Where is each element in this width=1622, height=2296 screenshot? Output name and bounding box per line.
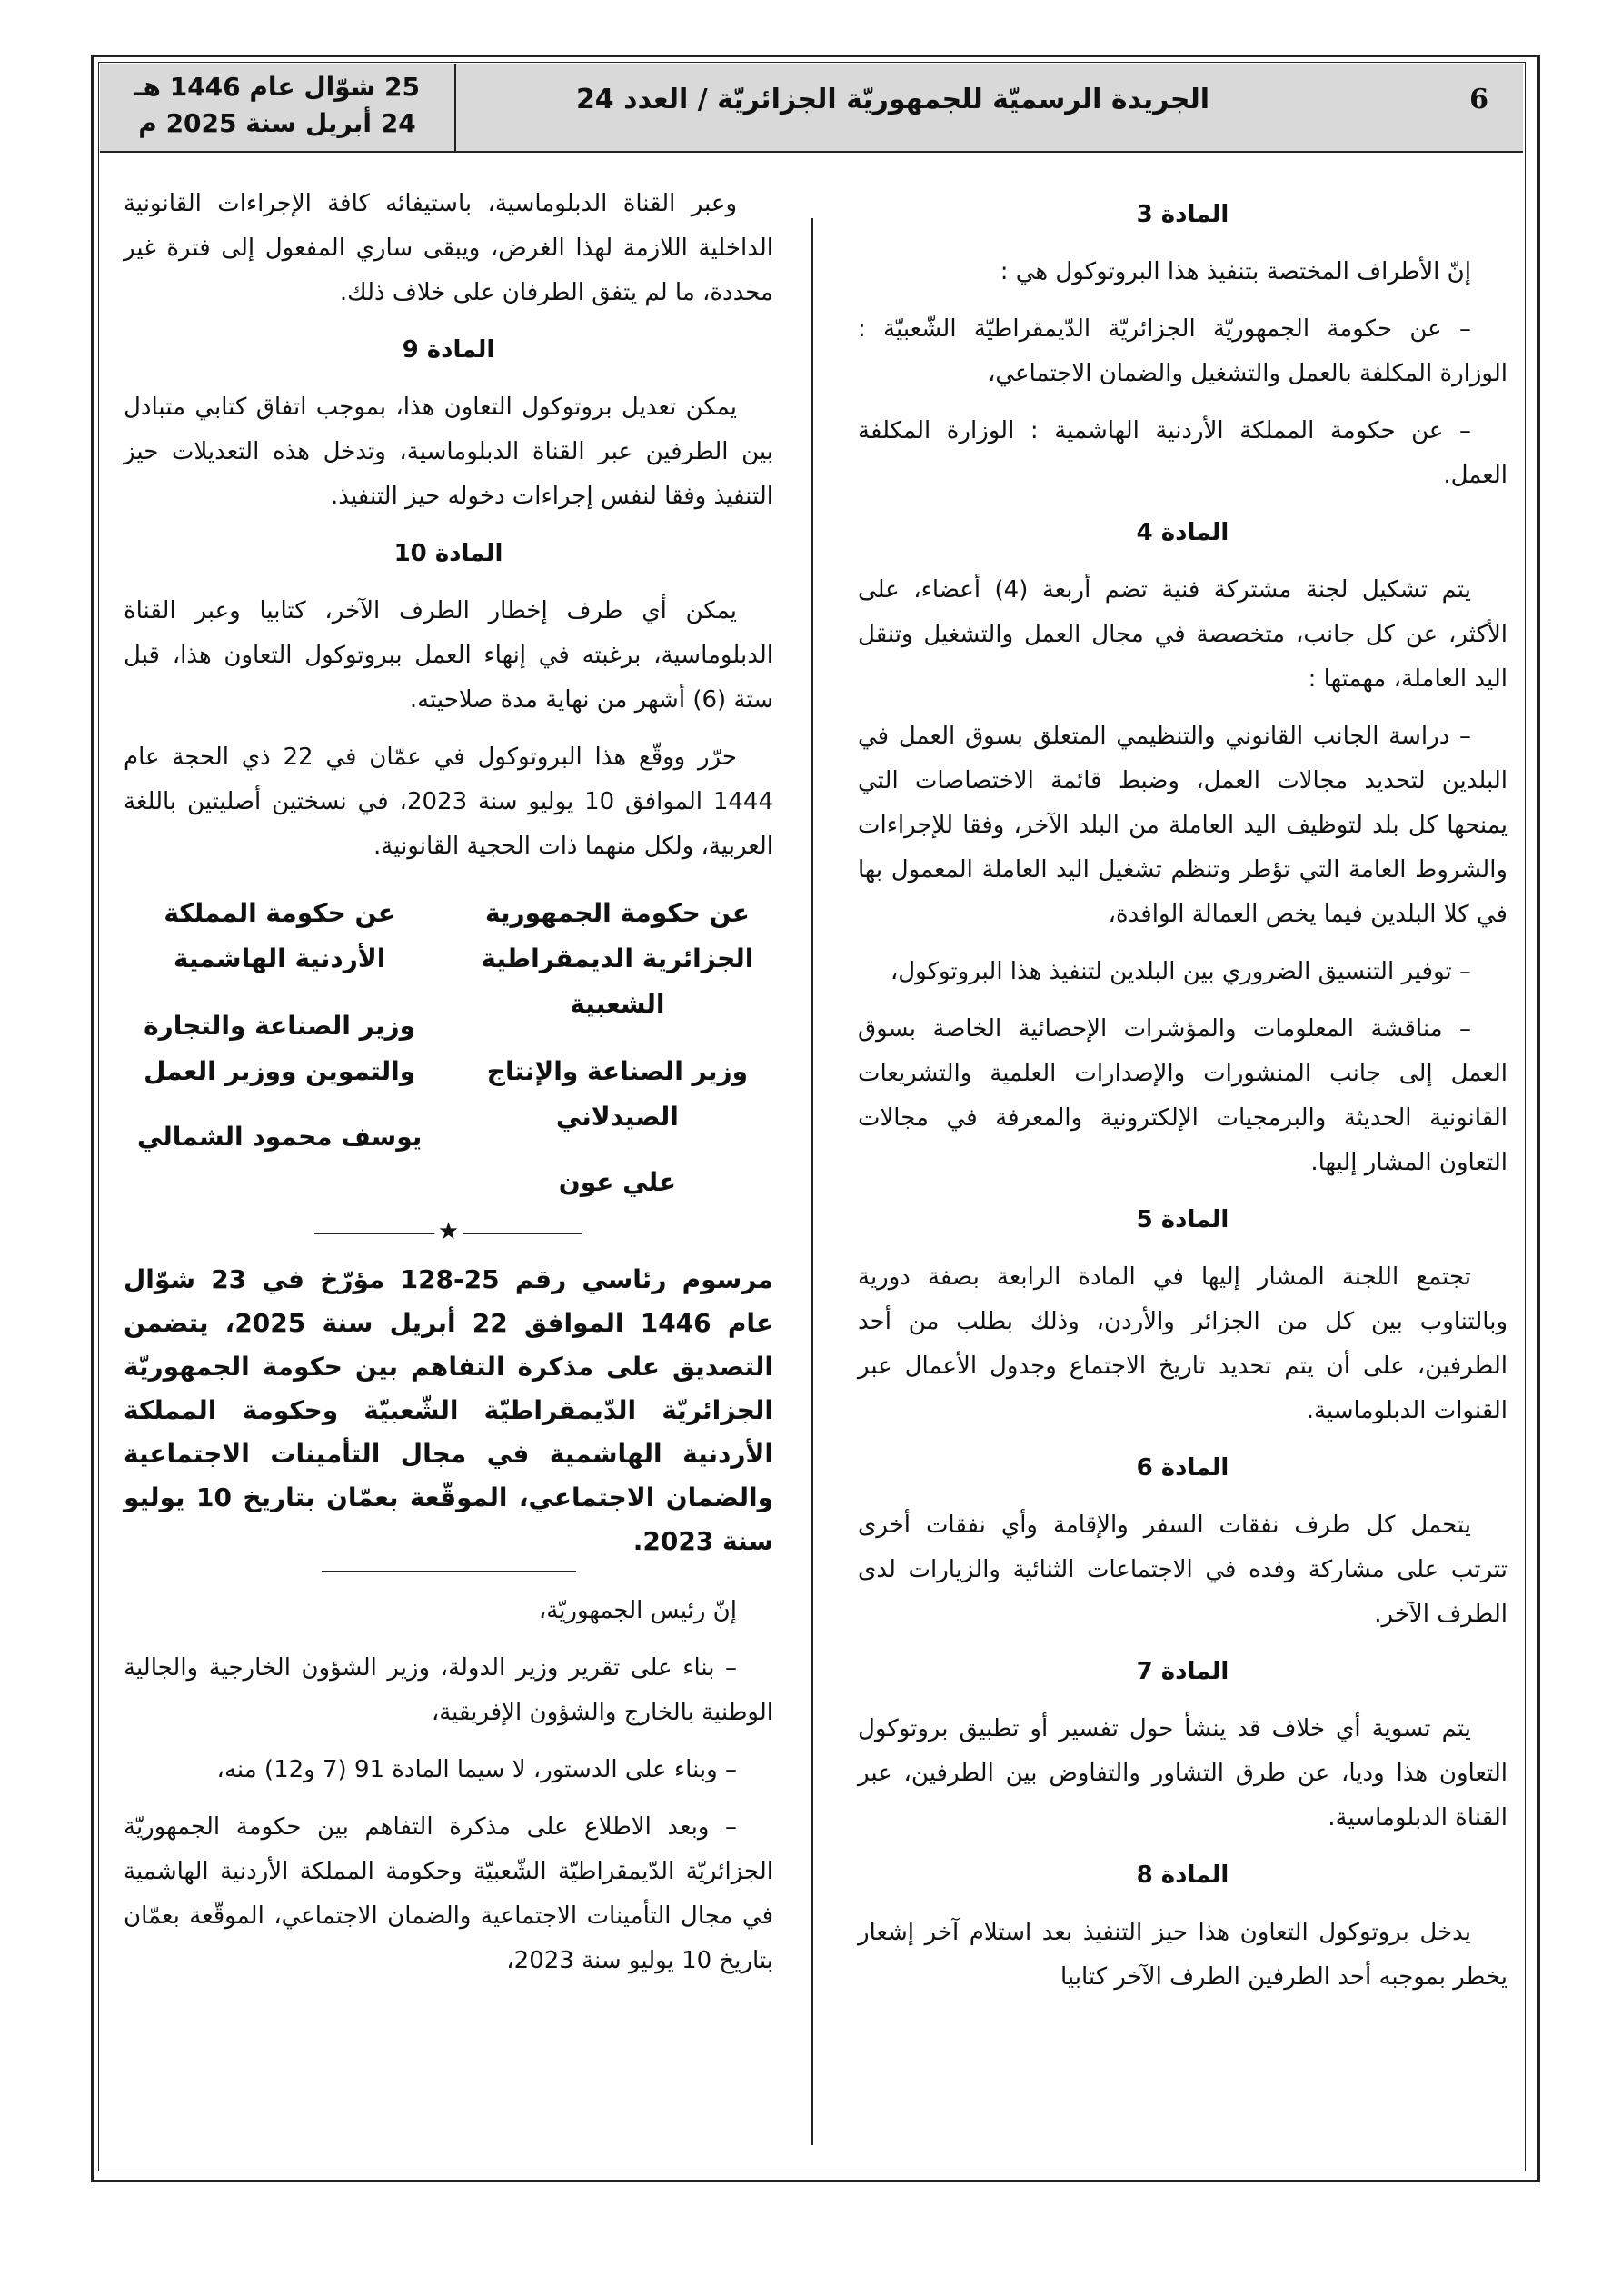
signatures [124, 891, 773, 1205]
article-3-item-2: – عن حكومة المملكة الأردنية الهاشمية : الوزارة المكلفة العمل. [858, 417, 1508, 489]
article-10-title: المادة 10 [393, 540, 503, 567]
left-column [124, 182, 773, 1996]
signature-algeria [462, 891, 773, 1205]
decree-item-1: – بناء على تقرير وزير الدولة، وزير الشؤون الخارجية والجالية الوطنية بالخارج والشؤون الإفريقية، [124, 1654, 773, 1726]
signature-jordan [124, 891, 435, 1205]
header-dates [100, 64, 456, 151]
article-4-item-1: – دراسة الجانب القانوني والتنظيمي المتعلق بسوق العمل في البلدين لتحديد مجالات العمل، وضبط قائمة الاختصاصات التي يمنحها كل بلد لتوظيف اليد العاملة من البلد الآخر، وفقا للإجراءات والشروط العامة التي تؤطر وتنظم تشغيل اليد العاملة المعمول بها في كلا البلدين فيما يخص العمالة الوافدة، [858, 723, 1508, 928]
decree-title-rule [322, 1571, 576, 1572]
decree-intro: إنّ رئيس الجمهوريّة، [538, 1597, 737, 1624]
algeria-government: عن حكومة الجمهورية الجزائرية الديمقراطية الشعبية [481, 898, 754, 1019]
page-number: 6 [1469, 84, 1488, 115]
jordan-government: عن حكومة المملكة الأردنية الهاشمية [164, 898, 395, 973]
article-5-text: تجتمع اللجنة المشار إليها في المادة الرابعة بصفة دورية وبالتناوب بين كل من الجزائر والأردن، وذلك بطلب من أحد الطرفين، على أن يتم تحديد تاريخ الاجتماع وجدول الأعمال عبر القنوات الدبلوماسية. [858, 1263, 1508, 1424]
decree-item-2: – وبناء على الدستور، لا سيما المادة 91 (7 و12) منه، [216, 1756, 737, 1783]
article-3-title: المادة 3 [1136, 201, 1229, 228]
signing-statement: حرّر ووقّع هذا البروتوكول في عمّان في 22 ذي الحجة عام 1444 الموافق 10 يوليو سنة 2023، في نسختين أصليتين باللغة العربية، ولكل منهما ذات الحجية القانونية. [124, 744, 774, 860]
algeria-minister-title: وزير الصناعة والإنتاج الصيدلاني [486, 1056, 748, 1132]
gregorian-date: 24 أبريل سنة 2025 م [138, 108, 416, 138]
jordan-signatory-name: يوسف محمود الشمالي [136, 1122, 423, 1152]
page-header [100, 64, 1523, 153]
article-9-title: المادة 9 [402, 336, 495, 364]
column-divider [811, 218, 813, 2145]
article-10-text: يمكن أي طرف إخطار الطرف الآخر، كتابيا وعبر القناة الدبلوماسية، برغبته في إنهاء العمل ببروتوكول التعاون هذا، قبل ستة (6) أشهر من نهاية مدة صلاحيته. [124, 597, 773, 714]
article-6-title: المادة 6 [1136, 1454, 1229, 1482]
article-7-text: يتم تسوية أي خلاف قد ينشأ حول تفسير أو تطبيق بروتوكول التعاون هذا وديا، عن طرق التشاور والتفاوض بين الطرفين، عبر القناة الدبلوماسية. [858, 1715, 1508, 1832]
star-icon: ★ [434, 1216, 463, 1247]
section-separator [124, 1214, 773, 1251]
gazette-title: الجريدة الرسميّة للجمهوريّة الجزائريّة / العدد 24 [575, 84, 1209, 115]
article-6-text: يتحمل كل طرف نفقات السفر والإقامة وأي نفقات أخرى تترتب على مشاركة وفده في الاجتماعات الثنائية والزيارات لدى الطرف الآخر. [858, 1512, 1508, 1628]
decree-item-3: – وبعد الاطلاع على مذكرة التفاهم بين حكومة الجمهوريّة الجزائريّة الدّيمقراطيّة الشّعبيّة وحكومة المملكة الأردنية الهاشمية في مجال التأمينات الاجتماعية والضمان الاجتماعي، الموقّعة بعمّان بتاريخ 10 يوليو سنة 2023، [124, 1813, 773, 1974]
hijri-date: 25 شوّال عام 1446 هـ [134, 72, 421, 102]
jordan-minister-title: وزير الصناعة والتجارة والتموين ووزير العمل [144, 1011, 416, 1086]
article-8-text: يدخل بروتوكول التعاون هذا حيز التنفيذ بعد استلام آخر إشعار يخطر بموجبه أحد الطرفين الطرف الآخر كتابيا [858, 1919, 1508, 1991]
right-column [858, 182, 1508, 2012]
article-4-item-2: – توفير التنسيق الضروري بين البلدين لتنفيذ هذا البروتوكول، [890, 958, 1471, 985]
article-8-title: المادة 8 [1136, 1862, 1229, 1889]
article-9-text: يمكن تعديل بروتوكول التعاون هذا، بموجب اتفاق كتابي متبادل بين الطرفين عبر القناة الدبلوماسية، وتدخل هذه التعديلات حيز التنفيذ وفقا لنفس إجراءات دخوله حيز التنفيذ. [124, 394, 773, 510]
article-4-item-3: – مناقشة المعلومات والمؤشرات الإحصائية الخاصة بسوق العمل إلى جانب المنشورات والإصدارات العلمية والتشريعات القانونية الحديثة والبرمجيات الإلكترونية والمعرفة في مجالات التعاون المشار إليها. [858, 1015, 1508, 1176]
article-4-intro: يتم تشكيل لجنة مشتركة فنية تضم أربعة (4) أعضاء، على الأكثر، عن كل جانب، متخصصة في مجال العمل والتشغيل وتنقل اليد العاملة، مهمتها : [858, 576, 1508, 693]
article-3-intro: إنّ الأطراف المختصة بتنفيذ هذا البروتوكول هي : [1000, 258, 1471, 285]
decree-title: مرسوم رئاسي رقم 25-128 مؤرّخ في 23 شوّال عام 1446 الموافق 22 أبريل سنة 2025، يتضمن التصديق على مذكرة التفاهم بين حكومة الجمهوريّة الجزائريّة الدّيمقراطيّة الشّعبيّة وحكومة المملكة الأردنية الهاشمية في مجال التأمينات الاجتماعية والضمان الاجتماعي، الموقّعة بعمّان بتاريخ 10 يوليو سنة 2023. [124, 1264, 774, 1556]
algeria-signatory-name: علي عون [558, 1167, 677, 1197]
article-8-continuation: وعبر القناة الدبلوماسية، باستيفائه كافة الإجراءات القانونية الداخلية اللازمة لهذا الغرض، ويبقى ساري المفعول إلى فترة غير محددة، ما لم يتفق الطرفان على خلاف ذلك. [124, 190, 773, 306]
article-7-title: المادة 7 [1136, 1658, 1229, 1685]
article-4-title: المادة 4 [1136, 519, 1229, 546]
article-3-item-1: – عن حكومة الجمهوريّة الجزائريّة الدّيمقراطيّة الشّعبيّة : الوزارة المكلفة بالعمل والتشغيل والضمان الاجتماعي، [858, 315, 1508, 387]
article-5-title: المادة 5 [1136, 1206, 1229, 1233]
